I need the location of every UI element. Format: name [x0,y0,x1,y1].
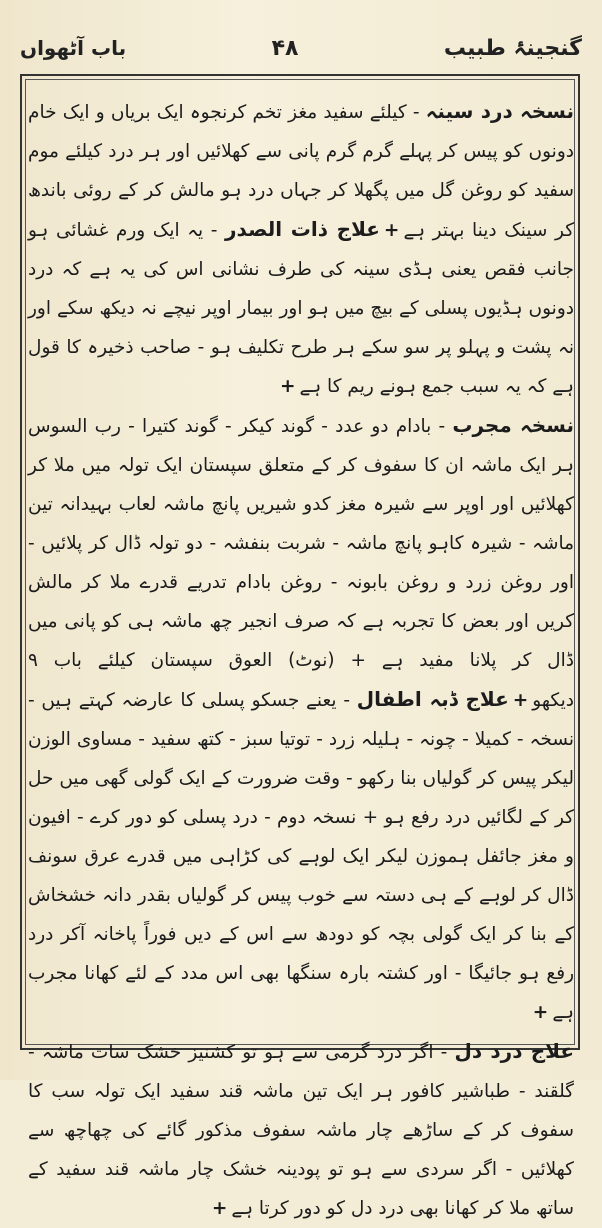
heading-heart-pain: علاج درد دل [454,1039,574,1063]
plus-mark: + [211,1198,228,1219]
paragraph-heart-pain [28,1032,574,1228]
text-chest-pain: - کیلئے سفید مغز تخم کرنجوہ ایک بریاں و ایک خام دونوں کو پیس کر پہلے گرم گرم پانی سے کھلائیں اور ہر درد کیلئے موم سفید کو روغن گل میں پگھلا کر جہاں درد ہو مالش کر کے روئی باندھ کر سینک دینا بہتر ہے [28,102,574,241]
heading-chest-pain: نسخہ درد سینہ [425,99,574,123]
page-header [20,28,582,68]
plus-mark: + [383,220,400,241]
heading-child-pneumonia: علاج ڈبہ اطفال [356,687,509,711]
chapter-label: باب آٹھواں [20,36,127,60]
text-pleurisy: - یہ ایک ورم غشائی ہو جانب فقص یعنی ہڈی سینہ کی طرف نشانی اس کی یہ ہے کہ درد دونوں ہڈیوں پسلی کے بیچ میں ہو اور بیمار اوپر نیچے نہ دیکھ سکے اور نہ پشت و پہلو پر سو سکے ہر طرح تکلیف ہو - صاحب ذخیرہ کا قول ہے کہ یہ سبب جمع ہونے ریم کا ہے [28,220,574,397]
plus-mark: + [512,690,529,711]
text-child-pneumonia: - یعنے جسکو پسلی کا عارضہ کہتے ہیں - نسخہ - کمیلا - چونہ - ہلیلہ زرد - توتیا سبز - کتھ سفید - مساوی الوزن لیکر پیس کر گولیاں بنا رکھو - وقت ضرورت کے ایک گولی گھی میں حل کر کے لگائیں درد رفع ہو + نسخہ دوم - درد پسلی کو دور کرے - افیون و مغز جائفل ہموزن لیکر ایک لوہے کی کڑاہی میں قدرے عرق سونف ڈال کر لوہے کے ہی دستہ سے خوب پیس کر گولیاں بقدر دانہ خشخاش کے بنا کر ایک گولی بچہ کو دودھ سے اس کے دیں فوراً پاخانہ آکر درد رفع ہو جائیگا - اور کشتہ بارہ سنگھا بھی اس مدد کے لئے کھانا مجرب ہے [28,690,574,1023]
paragraph-tested-remedy [28,406,574,1032]
heading-pleurisy: علاج ذات الصدر [225,217,380,241]
plus-mark: + [279,376,296,397]
heading-tested-remedy: نسخہ مجرب [452,413,574,437]
page-number: ۴۸ [271,35,299,61]
text-tested-remedy: - بادام دو عدد - گوند کیکر - گوند کتیرا - رب السوس ہر ایک ماشہ ان کا سفوف کر کے متعلق سپستان ایک تولہ میں ملا کر کھلائیں اور اوپر سے شیرہ مغز کدو شیریں پانچ ماشہ لعاب بہیدانہ تین ماشہ - شیرہ کاہو پانچ ماشہ - شربت بنفشہ - دو تولہ ڈال کر پلائیں - اور روغن زرد و روغن بابونہ - روغن بادام تدریے قدرے ملا کر مالش کریں اور بعض کا تجربہ ہے کہ صرف انجیر چھ ماشہ ہی کو پانی میں ڈال کر پلانا مفید ہے + (نوٹ) العوق سپستان کیلئے باب ۹ دیکھو [28,416,574,711]
body-text [28,92,574,1219]
book-title: گنجینۂ طبیب [443,35,582,61]
text-heart-pain: - اگر درد گرمی سے ہو تو کشنیز خشک سات ماشہ - گلقند - طباشیر کافور ہر ایک تین ماشہ قند سفید ایک تولہ سب کا سفوف کر کے ساڑھے چار ماشہ سفوف مذکور گائے کی چھاچھ سے کھلائیں - اگر سردی سے ہو تو پودینہ خشک چار ماشہ قند سفید کے ساتھ ملا کر کھانا بھی درد دل کو دور کرتا ہے [28,1042,574,1219]
paragraph-chest-pain [28,92,574,406]
plus-mark: + [532,1002,549,1023]
